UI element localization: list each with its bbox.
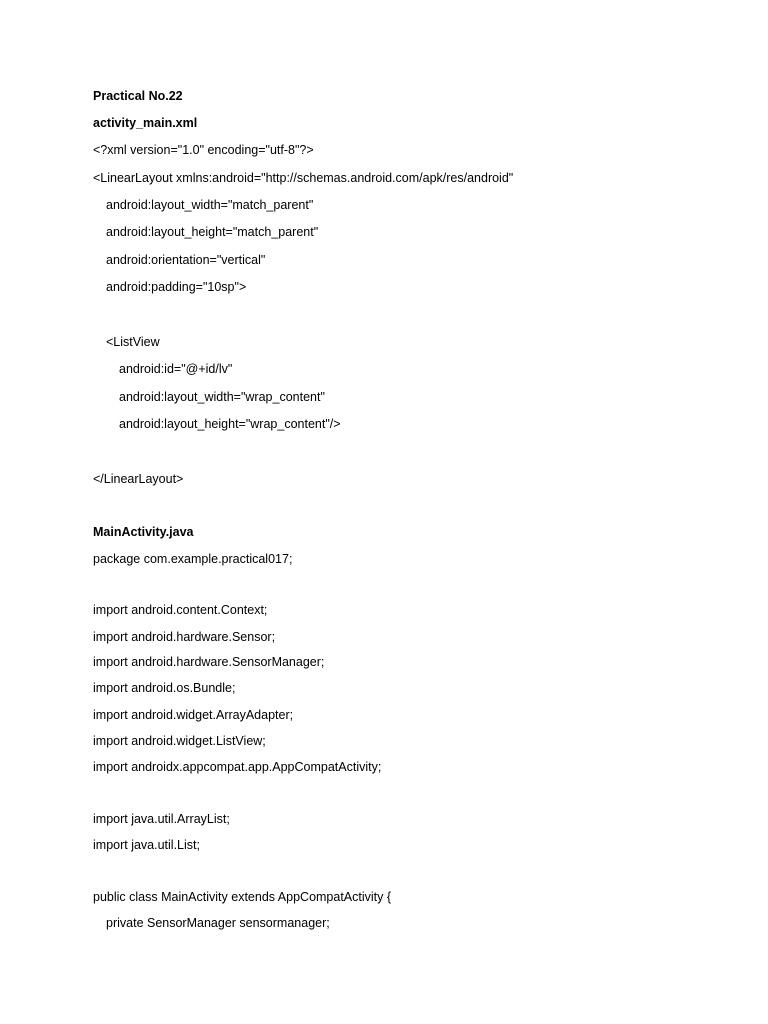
code-line: import android.widget.ListView;: [93, 734, 266, 748]
code-line: public class MainActivity extends AppCompatActivity {: [93, 890, 392, 904]
code-line: android:layout_width="match_parent": [106, 198, 314, 212]
code-line: import android.os.Bundle;: [93, 681, 236, 695]
code-line: <ListView: [106, 335, 160, 349]
code-line: android:padding="10sp">: [106, 280, 247, 294]
code-line: import android.widget.ArrayAdapter;: [93, 708, 294, 722]
code-line: package com.example.practical017;: [93, 552, 293, 566]
code-line: import java.util.ArrayList;: [93, 812, 230, 826]
code-line: </LinearLayout>: [93, 472, 184, 486]
code-line: private SensorManager sensormanager;: [106, 916, 330, 930]
code-line: android:id="@+id/lv": [119, 362, 233, 376]
code-line: import android.content.Context;: [93, 603, 268, 617]
code-line: android:layout_height="match_parent": [106, 225, 319, 239]
java-filename: MainActivity.java: [93, 525, 194, 539]
practical-heading: Practical No.22: [93, 89, 183, 103]
code-line: <?xml version="1.0" encoding="utf-8"?>: [93, 143, 314, 157]
code-line: android:layout_height="wrap_content"/>: [119, 417, 341, 431]
code-line: import java.util.List;: [93, 838, 200, 852]
code-line: import android.hardware.SensorManager;: [93, 655, 325, 669]
code-line: <LinearLayout xmlns:android="http://schemas.android.com/apk/res/android": [93, 171, 514, 185]
code-line: android:orientation="vertical": [106, 253, 266, 267]
code-line: import androidx.appcompat.app.AppCompatActivity;: [93, 760, 382, 774]
code-line: import android.hardware.Sensor;: [93, 630, 276, 644]
code-line: android:layout_width="wrap_content": [119, 390, 325, 404]
xml-filename: activity_main.xml: [93, 116, 198, 130]
